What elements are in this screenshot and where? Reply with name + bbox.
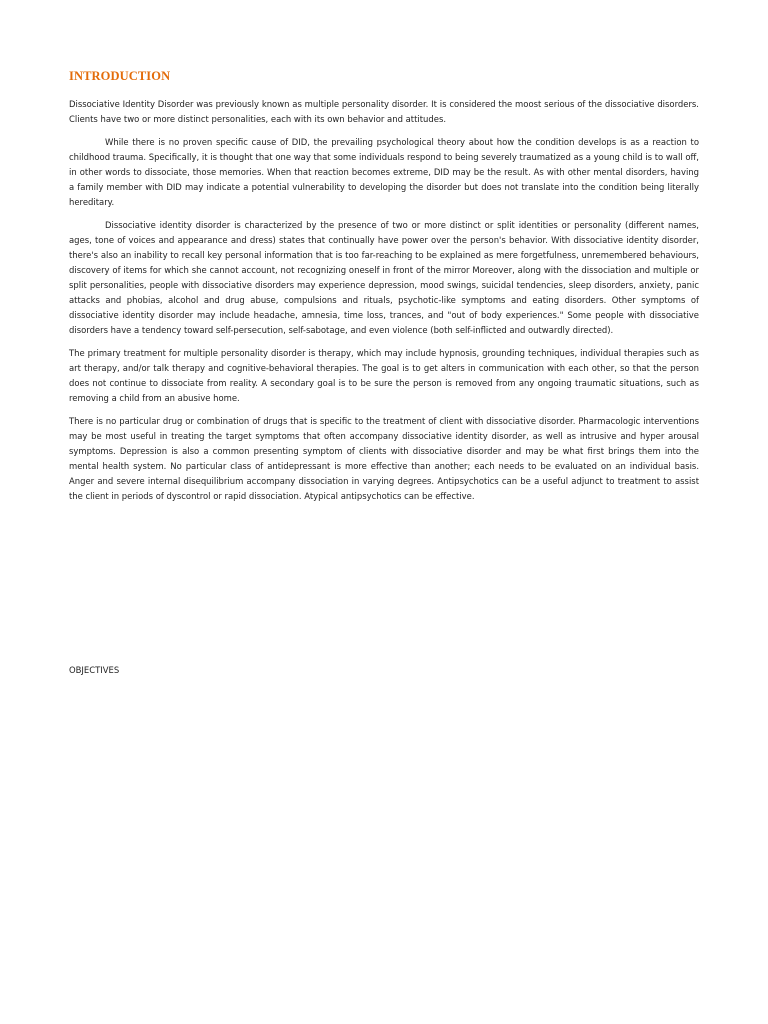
paragraph-pharmacology: There is no particular drug or combination of drugs that is specific to the treatment of client with dissociative disorder. Pharmacologic interventions may be most useful in treating the target symptoms that often accompany dissociative identity disorder, as well as intrusive and hyper arousal symptoms. Depression is also a common presenting symptom of clients with dissociative disorder and may be what first brings them into the mental health system. No particular class of antidepressant is more effective than another; each needs to be evaluated on an individual basis. Anger and severe internal disequilibrium accompany dissociation in varying degrees. Antipsychotics can be a useful adjunct to treatment to assist the client in periods of dyscontrol or rapid dissociation. Atypical antipsychotics can be effective. (69, 416, 699, 501)
section-heading-objectives: OBJECTIVES (69, 665, 120, 675)
paragraph-cause: While there is no proven specific cause of DID, the prevailing psychological theory about how the condition develops is as a reaction to childhood trauma. Specifically, it is thought that one way that some individuals respond to being severely traumatized as a young child is to wall off, in other words to dissociate, those memories. When that reaction becomes extreme, DID may be the result. As with other mental disorders, having a family member with DID may indicate a potential vulnerability to developing the disorder but does not translate into the condition being literally hereditary. (69, 137, 699, 207)
section-heading-introduction: INTRODUCTION (69, 69, 171, 83)
paragraph-definition: Dissociative Identity Disorder was previously known as multiple personality disorder. It is considered the moost serious of the dissociative disorders. Clients have two or more distinct personalities, each with its own behavior and attitudes. (69, 99, 699, 124)
paragraph-symptoms: Dissociative identity disorder is characterized by the presence of two or more distinct or split identities or personality (different names, ages, tone of voices and appearance and dress) states that continually have power over the person's behavior. With dissociative identity disorder, there's also an inability to recall key personal information that is too far-reaching to be explained as mere forgetfulness, unremembered behaviours, discovery of items for which she cannot account, not recognizing oneself in front of the mirror Moreover, along with the dissociation and multiple or split personalities, people with dissociative disorders may experience depression, mood swings, suicidal tendencies, sleep disorders, anxiety, panic attacks and phobias, alcohol and drug abuse, compulsions and rituals, psychotic-like symptoms and eating disorders. Other symptoms of dissociative identity disorder may include headache, amnesia, time loss, trances, and "out of body experiences." Some people with dissociative disorders have a tendency toward self-persecution, self-sabotage, and even violence (both self-inflicted and outwardly directed). (69, 220, 699, 335)
paragraph-treatment: The primary treatment for multiple personality disorder is therapy, which may include hypnosis, grounding techniques, individual therapies such as art therapy, and/or talk therapy and cognitive-behavioral therapies. The goal is to get alters in communication with each other, so that the person does not continue to dissociate from reality. A secondary goal is to be sure the person is removed from any ongoing traumatic situations, such as removing a child from an abusive home. (69, 348, 699, 403)
